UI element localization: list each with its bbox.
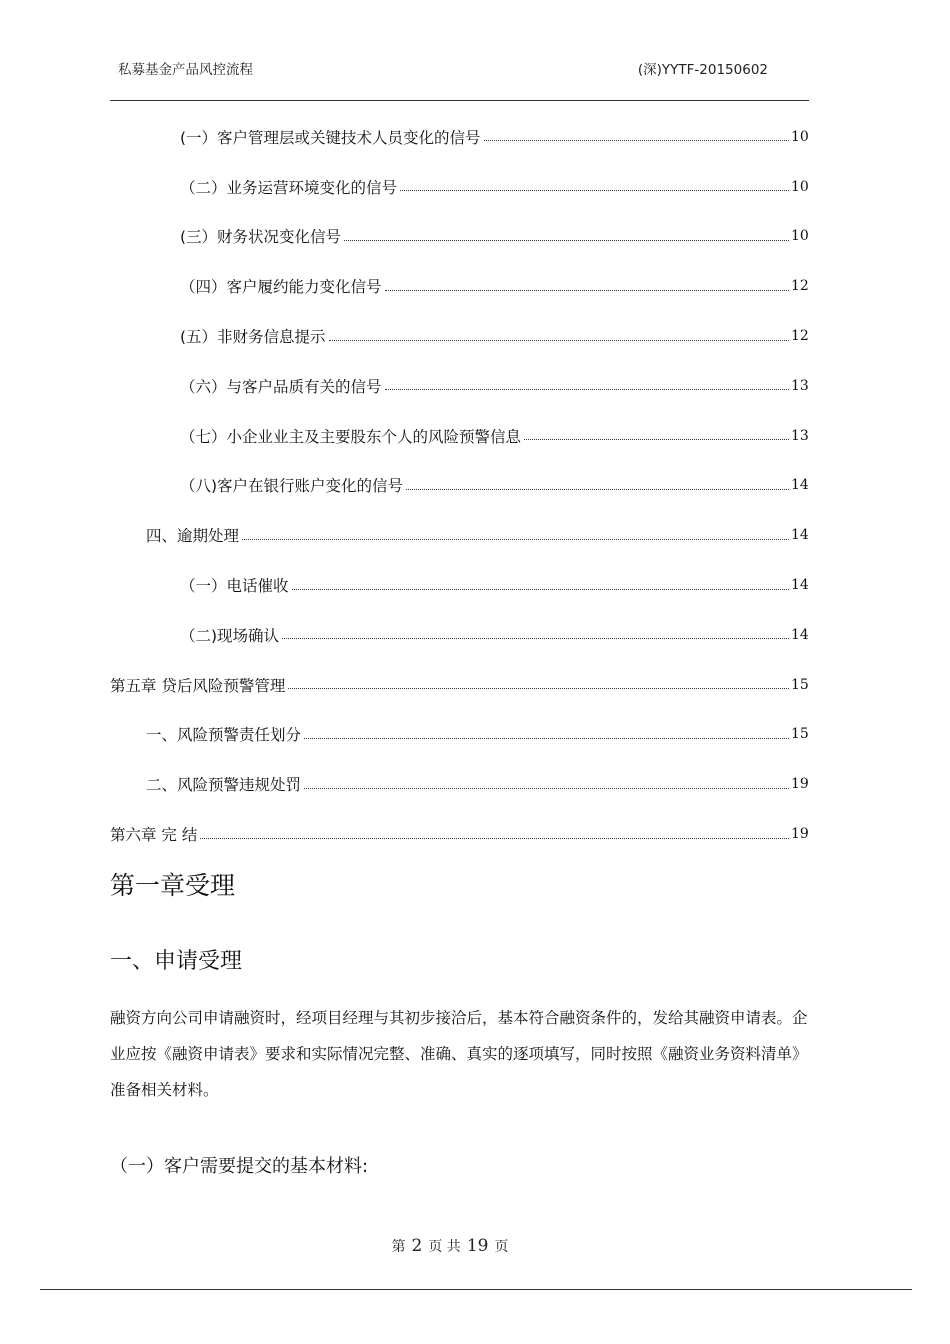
toc-entry-title: （二）业务运营环境变化的信号 bbox=[180, 178, 398, 197]
toc-entry-title: 一、风险预警责任划分 bbox=[146, 726, 302, 745]
toc-entry-page: 12 bbox=[791, 328, 809, 345]
toc-leader-dots bbox=[406, 489, 789, 490]
toc-entry-page: 19 bbox=[791, 826, 809, 843]
toc-entry-page: 15 bbox=[791, 726, 809, 743]
page-header bbox=[118, 52, 768, 82]
toc-entry[interactable] bbox=[110, 660, 807, 710]
toc-entry-page: 14 bbox=[791, 527, 809, 544]
toc-leader-dots bbox=[304, 788, 789, 789]
toc-entry-page: 10 bbox=[791, 128, 809, 145]
toc-entry-page: 13 bbox=[791, 427, 809, 444]
footer-divider bbox=[40, 1289, 912, 1290]
toc-entry-title: （七）小企业业主及主要股东个人的风险预警信息 bbox=[180, 427, 522, 446]
toc-entry[interactable] bbox=[110, 461, 807, 511]
toc-entry[interactable] bbox=[110, 560, 807, 610]
page-footer bbox=[0, 1236, 900, 1256]
toc-entry[interactable] bbox=[110, 361, 807, 411]
toc-entry[interactable] bbox=[110, 710, 807, 760]
toc-leader-dots bbox=[484, 140, 789, 141]
document-code: (深)YYTF-20150602 bbox=[637, 62, 768, 78]
toc-leader-dots bbox=[400, 190, 789, 191]
toc-leader-dots bbox=[329, 340, 789, 341]
toc-entry-page: 19 bbox=[791, 776, 809, 793]
toc-entry-title: 四、逾期处理 bbox=[146, 527, 240, 546]
toc-entry-page: 13 bbox=[791, 377, 809, 394]
table-of-contents bbox=[110, 112, 807, 859]
footer-middle: 页 共 bbox=[428, 1239, 461, 1255]
toc-leader-dots bbox=[242, 539, 789, 540]
toc-entry[interactable] bbox=[110, 809, 807, 859]
footer-suffix: 页 bbox=[494, 1239, 509, 1255]
toc-entry-title: (三）财务状况变化信号 bbox=[180, 228, 342, 247]
toc-entry-title: （二)现场确认 bbox=[180, 626, 280, 645]
total-page-count: 19 bbox=[466, 1236, 489, 1256]
toc-entry[interactable] bbox=[110, 510, 807, 560]
toc-entry[interactable] bbox=[110, 311, 807, 361]
toc-leader-dots bbox=[385, 389, 789, 390]
header-divider bbox=[110, 100, 809, 101]
toc-entry-title: （四）客户履约能力变化信号 bbox=[180, 278, 382, 297]
footer-prefix: 第 bbox=[391, 1239, 406, 1255]
toc-entry-title: （八)客户在银行账户变化的信号 bbox=[180, 477, 404, 496]
body-paragraph: 融资方向公司申请融资时，经项目经理与其初步接洽后，基本符合融资条件的，发给其融资申请表。企业应按《融资申请表》要求和实际情况完整、准确、真实的逐项填写，同时按照《融资业务资料清单》准备相关材料。 bbox=[110, 1009, 808, 1099]
toc-entry-title: 第五章 贷后风险预警管理 bbox=[110, 676, 286, 695]
toc-entry-page: 14 bbox=[791, 477, 809, 494]
toc-entry-page: 10 bbox=[791, 228, 809, 245]
toc-leader-dots bbox=[385, 290, 789, 291]
toc-entry-title: 二、风险预警违规处罚 bbox=[146, 776, 302, 795]
toc-entry-page: 10 bbox=[791, 178, 809, 195]
toc-entry-page: 14 bbox=[791, 626, 809, 643]
toc-leader-dots bbox=[304, 738, 789, 739]
toc-leader-dots bbox=[200, 838, 789, 839]
toc-entry-page: 14 bbox=[791, 577, 809, 594]
toc-leader-dots bbox=[288, 688, 789, 689]
toc-leader-dots bbox=[282, 638, 789, 639]
chapter-title: 第一章受理 bbox=[110, 871, 236, 900]
toc-entry[interactable] bbox=[110, 212, 807, 262]
toc-entry-page: 12 bbox=[791, 278, 809, 295]
toc-leader-dots bbox=[344, 240, 789, 241]
subsection-title: （一）客户需要提交的基本材料: bbox=[110, 1156, 369, 1177]
toc-entry[interactable] bbox=[110, 112, 807, 162]
toc-entry-title: （一）电话催收 bbox=[180, 577, 289, 596]
toc-entry-title: （六）与客户品质有关的信号 bbox=[180, 377, 382, 396]
toc-leader-dots bbox=[292, 589, 789, 590]
toc-entry-title: (五）非财务信息提示 bbox=[180, 328, 326, 347]
toc-entry-page: 15 bbox=[791, 676, 809, 693]
toc-entry[interactable] bbox=[110, 610, 807, 660]
toc-entry-title: (一）客户管理层或关键技术人员变化的信号 bbox=[180, 128, 481, 147]
toc-entry-title: 第六章 完 结 bbox=[110, 826, 198, 845]
document-title: 私募基金产品风控流程 bbox=[118, 62, 253, 78]
section-title: 一、申请受理 bbox=[110, 949, 243, 974]
current-page-number: 2 bbox=[411, 1236, 423, 1256]
toc-entry[interactable] bbox=[110, 411, 807, 461]
toc-entry[interactable] bbox=[110, 759, 807, 809]
toc-entry[interactable] bbox=[110, 162, 807, 212]
toc-entry[interactable] bbox=[110, 261, 807, 311]
toc-leader-dots bbox=[524, 439, 789, 440]
